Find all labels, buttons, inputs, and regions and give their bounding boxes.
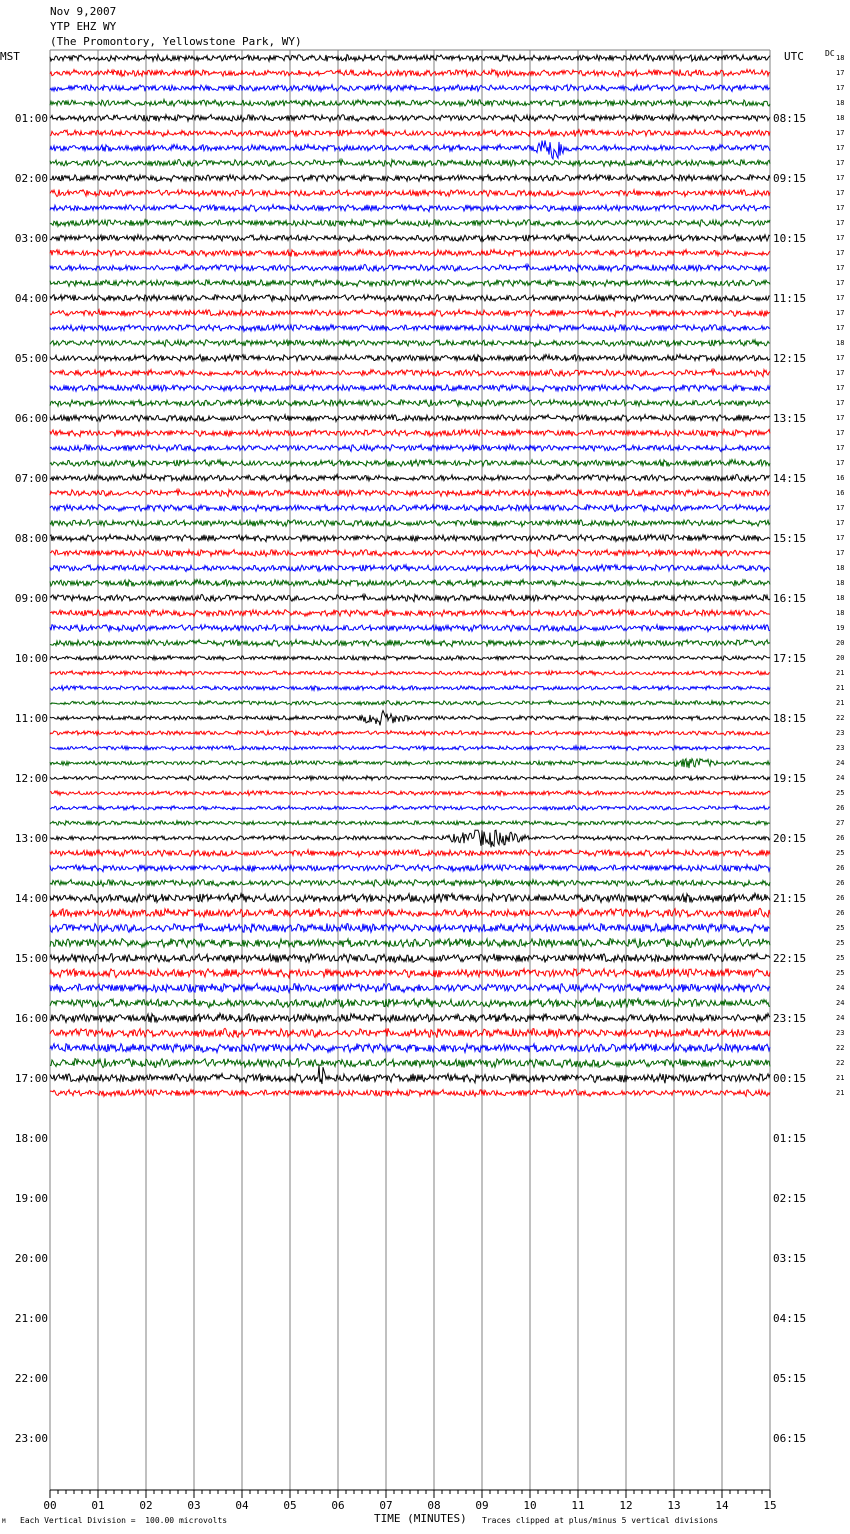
x-tick-label: 13 (667, 1499, 681, 1512)
mst-hour-label: 07:00 (14, 472, 48, 485)
trace-row (50, 984, 770, 993)
x-tick-label: 15 (763, 1499, 777, 1512)
trace-row (50, 310, 770, 317)
x-axis (43, 1490, 776, 1512)
mst-hour-label: 06:00 (14, 412, 48, 425)
trace-row (50, 686, 770, 691)
trace-row (50, 1044, 770, 1053)
trace-row (50, 939, 770, 948)
x-axis-title: TIME (MINUTES) (374, 1512, 467, 1525)
dc-offset-label: 27 (836, 819, 845, 827)
dc-offset-label: 18 (836, 609, 845, 617)
dc-offset-label: 25 (836, 939, 845, 947)
dc-offset-label: 23 (836, 744, 845, 752)
dc-offset-label: 24 (836, 774, 845, 782)
utc-hour-label: 22:15 (773, 952, 807, 965)
dc-offset-label: 20 (836, 654, 845, 662)
dc-offset-label: 17 (836, 309, 845, 317)
trace-row (50, 280, 770, 287)
dc-offset-label: 26 (836, 864, 845, 872)
trace-row (50, 505, 770, 512)
dc-offset-label: 24 (836, 1014, 845, 1022)
x-tick-label: 09 (475, 1499, 489, 1512)
x-tick-label: 02 (139, 1499, 153, 1512)
hour-labels (15, 54, 845, 1445)
dc-offset-label: 25 (836, 969, 845, 977)
mst-hour-label: 02:00 (14, 172, 48, 185)
trace-row (50, 460, 770, 467)
x-tick-label: 07 (379, 1499, 393, 1512)
trace-row (50, 100, 770, 107)
corner-mark: M (2, 1518, 6, 1525)
dc-offset-label: 22 (836, 1044, 845, 1052)
dc-offset-label: 18 (836, 339, 845, 347)
dc-offset-label: 17 (836, 234, 845, 242)
mst-hour-label: 04:00 (14, 292, 48, 305)
trace-row (50, 235, 770, 242)
x-tick-label: 01 (91, 1499, 105, 1512)
trace-row (50, 711, 770, 726)
clip-note: Traces clipped at plus/minus 5 vertical divisions (482, 1516, 719, 1525)
dc-offset-label: 17 (836, 414, 845, 422)
trace-row (50, 791, 770, 796)
x-tick-label: 08 (427, 1499, 441, 1512)
dc-offset-label: 21 (836, 1089, 845, 1097)
mst-hour-label: 08:00 (14, 532, 48, 545)
trace-row (50, 865, 770, 872)
dc-offset-label: 18 (836, 564, 845, 572)
dc-offset-label: 17 (836, 159, 845, 167)
dc-offset-label: 22 (836, 1059, 845, 1067)
trace-row (50, 625, 770, 632)
dc-offset-label: 17 (836, 129, 845, 137)
dc-offset-label: 18 (836, 594, 845, 602)
dc-offset-label: 17 (836, 324, 845, 332)
trace-row (50, 535, 770, 542)
dc-offset-label: 26 (836, 879, 845, 887)
mst-hour-label: 13:00 (14, 832, 48, 845)
trace-row (50, 400, 770, 407)
utc-hour-label: 08:15 (773, 112, 807, 125)
trace-row (50, 355, 770, 362)
dc-offset-label: 19 (836, 624, 845, 632)
utc-hour-label: 14:15 (773, 472, 807, 485)
dc-offset-label: 25 (836, 954, 845, 962)
trace-row (50, 340, 770, 347)
dc-offset-label: 17 (836, 249, 845, 257)
mst-hour-label: 12:00 (14, 772, 48, 785)
dc-offset-label: 23 (836, 1029, 845, 1037)
trace-row (50, 205, 770, 212)
trace-row (50, 580, 770, 587)
trace-rows (50, 55, 770, 1097)
dc-offset-label: 17 (836, 549, 845, 557)
trace-row (50, 746, 770, 751)
utc-hour-label: 04:15 (773, 1312, 807, 1325)
mst-hour-label: 14:00 (14, 892, 48, 905)
dc-offset-label: 17 (836, 264, 845, 272)
mst-hour-label: 01:00 (14, 112, 48, 125)
dc-offset-label: 21 (836, 699, 845, 707)
trace-row (50, 594, 770, 601)
dc-offset-label: 17 (836, 354, 845, 362)
dc-offset-label: 17 (836, 174, 845, 182)
mst-hour-label: 18:00 (14, 1132, 48, 1145)
x-tick-label: 10 (523, 1499, 537, 1512)
x-tick-label: 14 (715, 1499, 729, 1512)
trace-row (50, 923, 770, 932)
trace-row (50, 141, 770, 159)
utc-hour-label: 15:15 (773, 532, 807, 545)
trace-row (50, 640, 770, 647)
trace-row (50, 550, 770, 557)
mst-hour-label: 21:00 (14, 1312, 48, 1325)
dc-offset-label: 20 (836, 639, 845, 647)
utc-hour-label: 12:15 (773, 352, 807, 365)
header-date: Nov 9,2007 (50, 5, 117, 18)
x-tick-label: 11 (571, 1499, 585, 1512)
trace-row (50, 999, 770, 1008)
mst-hour-label: 09:00 (14, 592, 48, 605)
header-location: (The Promontory, Yellowstone Park, WY) (50, 35, 302, 48)
trace-row (50, 759, 770, 768)
utc-hour-label: 21:15 (773, 892, 807, 905)
utc-hour-label: 02:15 (773, 1192, 807, 1205)
utc-hour-label: 09:15 (773, 172, 807, 185)
mst-hour-label: 16:00 (14, 1012, 48, 1025)
dc-offset-label: 18 (836, 114, 845, 122)
mst-hour-label: 23:00 (14, 1432, 48, 1445)
dc-offset-label: 25 (836, 789, 845, 797)
dc-offset-label: 17 (836, 504, 845, 512)
dc-offset-label: 17 (836, 279, 845, 287)
trace-row (50, 671, 770, 676)
dc-offset-label: 24 (836, 984, 845, 992)
trace-row (50, 1090, 770, 1097)
trace-row (50, 830, 770, 847)
trace-row (50, 264, 770, 271)
dc-offset-label: 25 (836, 924, 845, 932)
dc-label: DC (825, 49, 835, 58)
dc-offset-label: 18 (836, 99, 845, 107)
dc-offset-label: 17 (836, 369, 845, 377)
trace-row (50, 130, 770, 137)
x-tick-label: 12 (619, 1499, 633, 1512)
x-tick-label: 04 (235, 1499, 249, 1512)
dc-offset-label: 17 (836, 84, 845, 92)
dc-offset-label: 17 (836, 144, 845, 152)
trace-row (50, 656, 770, 661)
trace-row (50, 776, 770, 781)
utc-hour-label: 19:15 (773, 772, 807, 785)
trace-row (50, 490, 770, 497)
dc-offset-label: 18 (836, 579, 845, 587)
trace-row (50, 1066, 770, 1085)
utc-hour-label: 03:15 (773, 1252, 807, 1265)
trace-row (50, 1028, 770, 1037)
trace-row (50, 565, 770, 572)
dc-offset-label: 16 (836, 489, 845, 497)
utc-hour-label: 17:15 (773, 652, 807, 665)
dc-offset-label: 18 (836, 54, 845, 62)
dc-offset-label: 17 (836, 69, 845, 77)
utc-hour-label: 20:15 (773, 832, 807, 845)
scale-note: Each Vertical Division = 100.00 microvolts (20, 1516, 228, 1525)
trace-row (50, 880, 770, 887)
trace-row (50, 474, 770, 481)
trace-row (50, 731, 770, 736)
dc-offset-label: 26 (836, 804, 845, 812)
trace-row (50, 701, 770, 706)
mst-hour-label: 03:00 (14, 232, 48, 245)
utc-hour-label: 06:15 (773, 1432, 807, 1445)
trace-row (50, 325, 770, 332)
header-station: YTP EHZ WY (50, 20, 117, 33)
utc-hour-label: 00:15 (773, 1072, 807, 1085)
mst-hour-label: 17:00 (14, 1072, 48, 1085)
trace-row (50, 1013, 770, 1022)
mst-hour-label: 10:00 (14, 652, 48, 665)
trace-row (50, 415, 770, 422)
mst-hour-label: 19:00 (14, 1192, 48, 1205)
mst-hour-label: 05:00 (14, 352, 48, 365)
dc-offset-label: 17 (836, 294, 845, 302)
dc-offset-label: 21 (836, 1074, 845, 1082)
trace-row (50, 175, 770, 182)
trace-row (50, 85, 770, 92)
dc-offset-label: 17 (836, 384, 845, 392)
dc-offset-label: 21 (836, 669, 845, 677)
dc-offset-label: 24 (836, 759, 845, 767)
utc-hour-label: 05:15 (773, 1372, 807, 1385)
x-tick-label: 06 (331, 1499, 345, 1512)
dc-offset-label: 25 (836, 849, 845, 857)
trace-row (50, 190, 770, 197)
trace-row (50, 908, 770, 917)
trace-row (50, 385, 770, 392)
x-tick-label: 00 (43, 1499, 57, 1512)
dc-offset-label: 26 (836, 894, 845, 902)
dc-offset-label: 17 (836, 534, 845, 542)
trace-row (50, 430, 770, 437)
dc-offset-label: 22 (836, 714, 845, 722)
mst-hour-label: 11:00 (14, 712, 48, 725)
trace-row (50, 159, 770, 166)
mst-hour-label: 20:00 (14, 1252, 48, 1265)
dc-offset-label: 17 (836, 429, 845, 437)
right-timezone-label: UTC (784, 50, 804, 63)
dc-offset-label: 17 (836, 204, 845, 212)
trace-row (50, 1059, 770, 1068)
trace-row (50, 250, 770, 257)
dc-offset-label: 24 (836, 999, 845, 1007)
trace-row (50, 954, 770, 963)
dc-offset-label: 26 (836, 834, 845, 842)
dc-offset-label: 17 (836, 219, 845, 227)
dc-offset-label: 23 (836, 729, 845, 737)
trace-row (50, 220, 770, 227)
x-tick-label: 03 (187, 1499, 201, 1512)
trace-row (50, 520, 770, 527)
trace-row (50, 968, 770, 977)
dc-offset-label: 17 (836, 399, 845, 407)
trace-row (50, 115, 770, 122)
trace-row (50, 893, 770, 902)
dc-offset-label: 21 (836, 684, 845, 692)
utc-hour-label: 10:15 (773, 232, 807, 245)
utc-hour-label: 13:15 (773, 412, 807, 425)
trace-row (50, 295, 770, 302)
utc-hour-label: 11:15 (773, 292, 807, 305)
trace-row (50, 445, 770, 452)
utc-hour-label: 16:15 (773, 592, 807, 605)
dc-offset-label: 16 (836, 474, 845, 482)
left-timezone-label: MST (0, 50, 20, 63)
utc-hour-label: 01:15 (773, 1132, 807, 1145)
trace-row (50, 850, 770, 857)
mst-hour-label: 15:00 (14, 952, 48, 965)
dc-offset-label: 17 (836, 519, 845, 527)
trace-row (50, 610, 770, 617)
x-tick-label: 05 (283, 1499, 297, 1512)
dc-offset-label: 26 (836, 909, 845, 917)
trace-row (50, 806, 770, 811)
trace-row (50, 55, 770, 62)
utc-hour-label: 18:15 (773, 712, 807, 725)
trace-row (50, 369, 770, 376)
trace-row (50, 70, 770, 77)
mst-hour-label: 22:00 (14, 1372, 48, 1385)
dc-offset-label: 17 (836, 444, 845, 452)
trace-row (50, 821, 770, 826)
utc-hour-label: 23:15 (773, 1012, 807, 1025)
dc-offset-label: 17 (836, 189, 845, 197)
dc-offset-label: 17 (836, 459, 845, 467)
